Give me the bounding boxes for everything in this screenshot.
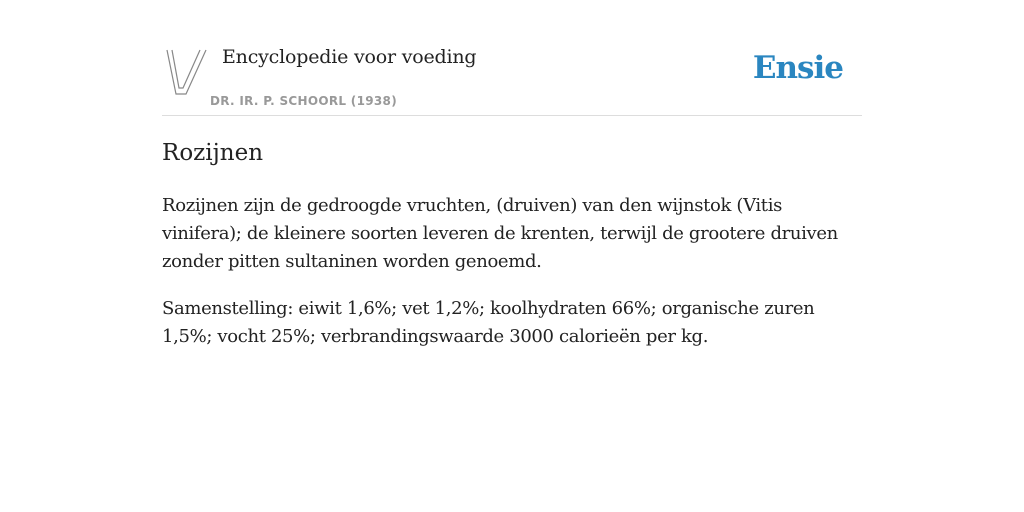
entry-title: Rozijnen — [162, 140, 264, 166]
ensie-logo-link[interactable]: Ensie — [752, 50, 843, 86]
entry-body — [162, 192, 862, 370]
book-author: DR. IR. P. SCHOORL (1938) — [210, 94, 397, 108]
v-logo-icon — [166, 49, 208, 97]
entry-paragraph-composition: Samenstelling: eiwit 1,6%; vet 1,2%; koolhydraten 66%; organische zuren 1,5%; vocht 25%; verbrandingswaarde 3000 calorieën per kg. — [162, 298, 815, 347]
book-title[interactable]: Encyclopedie voor voeding — [222, 46, 477, 68]
page-container — [162, 0, 862, 347]
book-header — [162, 0, 862, 116]
entry-paragraph-description: Rozijnen zijn de gedroogde vruchten, (druiven) van den wijnstok (Vitis vinifera); de kleinere soorten leveren de krenten, terwijl de grootere druiven zonder pitten sultaninen worden genoemd. — [162, 195, 838, 272]
